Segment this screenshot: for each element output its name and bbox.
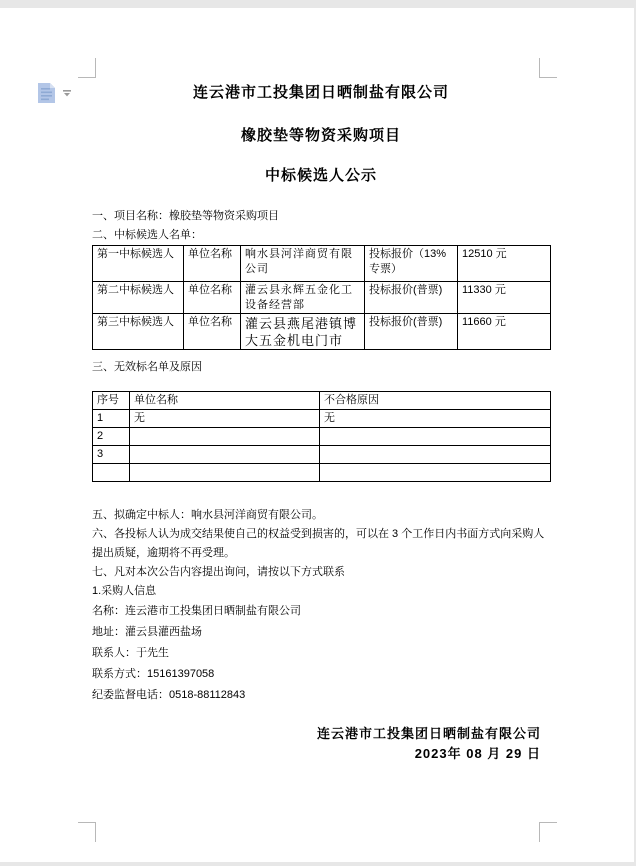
seq-cell <box>93 464 130 482</box>
doc-title-project: 橡胶垫等物资采购项目 <box>240 127 401 144</box>
price-value-cell: 11660 元 <box>458 314 551 350</box>
purchaser-info-heading: 1.采购人信息 <box>92 585 157 597</box>
section-5-winner: 五、拟确定中标人：响水县河洋商贸有限公司。 <box>92 509 323 521</box>
unit-cell <box>130 428 320 446</box>
chevron-down-icon <box>63 90 71 96</box>
company-name-cell: 灌云县燕尾港镇博大五金机电门市 <box>241 314 365 350</box>
contact-phone: 联系方式：15161397058 <box>92 668 215 680</box>
table-row <box>93 246 551 282</box>
paste-options-icon <box>38 83 55 103</box>
doc-title-company: 连云港市工投集团日晒制盐有限公司 <box>192 84 449 101</box>
crop-mark-bottom-right <box>539 822 557 842</box>
seq-cell: 3 <box>93 446 130 464</box>
document-page <box>0 8 634 862</box>
table-row <box>93 282 551 314</box>
table-row <box>93 446 551 464</box>
section-3-invalid-heading: 三、无效标名单及原因 <box>92 361 202 373</box>
purchaser-address: 地址：灌云县灌西盐场 <box>92 626 202 638</box>
section-1-project-name: 一、项目名称：橡胶垫等物资采购项目 <box>92 210 279 222</box>
table-row <box>93 410 551 428</box>
unit-cell <box>130 446 320 464</box>
candidates-table <box>92 245 551 350</box>
col-header-seq: 序号 <box>93 392 130 410</box>
seq-cell: 1 <box>93 410 130 428</box>
contact-person: 联系人：于先生 <box>92 647 169 659</box>
reason-cell <box>320 428 551 446</box>
crop-mark-top-right <box>539 58 557 78</box>
signature-company: 连云港市工投集团日晒制盐有限公司 <box>316 726 541 741</box>
unit-name-label-cell: 单位名称 <box>184 246 241 282</box>
col-header-reason: 不合格原因 <box>320 392 551 410</box>
paste-options-button[interactable] <box>34 80 74 106</box>
price-label-cell: 投标报价(普票) <box>365 314 458 350</box>
reason-cell <box>320 464 551 482</box>
unit-cell: 无 <box>130 410 320 428</box>
price-label-cell: 投标报价（13%专票） <box>365 246 458 282</box>
table-row <box>93 314 551 350</box>
purchaser-name: 名称：连云港市工投集团日晒制盐有限公司 <box>92 605 301 617</box>
doc-title-notice: 中标候选人公示 <box>264 167 377 184</box>
company-name-cell: 灌云县永辉五金化工设备经营部 <box>241 282 365 314</box>
invalid-bids-table <box>92 391 551 482</box>
price-value-cell: 12510 元 <box>458 246 551 282</box>
table-row <box>93 464 551 482</box>
candidate-rank-cell: 第一中标候选人 <box>93 246 184 282</box>
table-row <box>93 428 551 446</box>
section-6-objection: 六、各投标人认为成交结果使自己的权益受到损害的，可以在 3 个工作日内书面方式向采购人提出质疑，逾期将不再受理。 <box>92 528 545 559</box>
table-header-row <box>93 392 551 410</box>
reason-cell <box>320 446 551 464</box>
unit-name-label-cell: 单位名称 <box>184 282 241 314</box>
price-value-cell: 11330 元 <box>458 282 551 314</box>
supervision-phone: 纪委监督电话：0518-88112843 <box>92 689 246 701</box>
crop-mark-top-left <box>78 58 96 78</box>
document-content <box>92 78 550 764</box>
lower-sections <box>92 506 550 601</box>
reason-cell: 无 <box>320 410 551 428</box>
purchaser-contact-block <box>92 601 550 706</box>
section-2-candidates-heading: 二、中标候选人名单： <box>92 229 202 241</box>
section-7-contact-intro: 七、凡对本次公告内容提出询问，请按以下方式联系 <box>92 566 345 578</box>
crop-mark-bottom-left <box>78 822 96 842</box>
signature-block <box>92 724 550 764</box>
price-label-cell: 投标报价(普票) <box>365 282 458 314</box>
candidate-rank-cell: 第二中标候选人 <box>93 282 184 314</box>
seq-cell: 2 <box>93 428 130 446</box>
company-name-cell: 响水县河洋商贸有限公司 <box>241 246 365 282</box>
unit-name-label-cell: 单位名称 <box>184 314 241 350</box>
unit-cell <box>130 464 320 482</box>
candidate-rank-cell: 第三中标候选人 <box>93 314 184 350</box>
col-header-unit: 单位名称 <box>130 392 320 410</box>
signature-date: 2023年 08 月 29 日 <box>414 746 541 761</box>
